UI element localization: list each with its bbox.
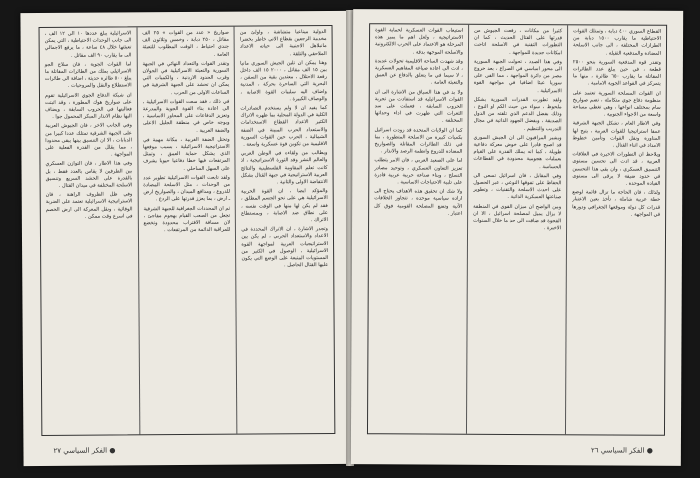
right-page (351, 9, 683, 466)
text-column (368, 24, 468, 434)
column-group (40, 26, 335, 435)
paragraph: استيعاب القوات العسكرية لحماية القوة الاستراتيجية ، ولعل اهم ما يميز هذه المرحلة هو الاعتماد على الحرب الالكترونية والاسلحة الموجهة بدقة . (374, 27, 464, 56)
paragraph: ويطالب من ولقاءه في الوطن العربي والعالم النشر وقد الثورة الاستراتيجية ، اذ كانت تعلم المقاومة الفلسطينية والنتائج العربية الاستراتيجية في جبهة القتال بشكل الانتفاضة الاولى والثانية . (240, 150, 328, 186)
paragraph: وفي ظل الظروف الراهنة ، فان الاستراتيجية الاسرائيلية تعتمد على الضربة الوقائية ، ونقل المعركة الى ارض الخصم في اسرع وقت ممكن . (45, 191, 133, 220)
paragraph: صواريخ « عدد من القوات » ٢٥ الف مقاتل ، ٢٥٠ دبابة ، وخمس وثلاثون الف جندي احتياط ، الوقت المطلوب للتعبئة العامة . (142, 29, 230, 58)
paragraph: وفي المقابل ، فان اسرائيل تسعى الى الحفاظ على تفوقها النوعي ، عبر الحصول على احدث الاسلحة والتقنيات ، وتطوير صناعتها العسكرية الذاتية . (473, 172, 562, 201)
text-frame (39, 25, 336, 436)
paragraph: وتجدر الاشارة ، ان الاتراك المحددة في الاعداد والاستعداد الحربي ، لم يكن بين الاستراتيجيات العربية لمواجهة القوة الاسرائيلية ، الوصول في الكثير من المستويات المتبعة على الوضع التي يكون عليها القتال الحاصل . (241, 226, 329, 269)
paragraph: وفي الاطار العام ، تشكل الجبهة الشرقية عمقا استراتيجيا للقوات العربية ، يتيح لها المناورة ونقل القوات وتأمين خطوط الامداد في اثناء القتال . (572, 120, 661, 149)
paragraph: القطاع السوري ٤٠٠ دبابة ، وتمتلك القوات الاحتياطية ما يقارب ١٥٠٠ دبابة من الطرازات المختلفة ، الى جانب الاسلحة المضادة والمدفعية الثقيلة . (572, 28, 662, 57)
text-column (565, 25, 666, 435)
paragraph: وفي هذا الصدد ، تحولت الجبهة السورية الى محور اساسي في الصراع ، بعد خروج مصر من دائرة المواجهة ، مما القى على سوريا عبئا اضافيا في مواجهة القوة الاسرائيلية . (473, 58, 562, 94)
paragraph: كما يفيد ان لا ولم يستخدم التصادرات الكلية في الدولة المحلية بما ظهره الاتراك الكثير الاعداد القطاع الاستخدامات والاستعداد الحرب المبينة في الضفة الشمالية ، الحرب حين القوات السورية الاقليمية من تكوين قوة عسكرية واسعة . (240, 105, 328, 148)
paragraph: وتقدر القوات والتعداد النهائي في الجبهة السورية والتعبئة الاسرائيلية في الجولان وقرب الحدود الاردنية ، والكميات التي يمكن ان تحشد على الجبهة الشرقية في الساعات الاولى من الحرب . (142, 60, 230, 96)
paragraph: وفي الجانب الاخر ، فان الجيوش العربية على الجبهة الشرقية تمتلك عددا كبيرا من الدبابات ، الا ان التنسيق بينها يبقى محدودا ، مما يقلل من القدرة الفعلية على المواجهة . (45, 122, 133, 158)
text-column (466, 25, 567, 435)
paragraph: ولذلك ، فان الحاجة ما تزال قائمة لوضع خطة عربية شاملة ، تأخذ بعين الاعتبار قدرات كل دولة وموقعها الجغرافي ودورها في المواجهة . (572, 189, 661, 218)
paragraph: والمؤكد ايضا ، ان القوة الحربية الاسرائيلية هي على نحو الجسم المطلق ، فقد لم يكن لها منها في الوقت نفسه ، على نطاق ضد الاصابة ، وبمستطاع الاتراك . (240, 188, 328, 224)
text-column (40, 27, 140, 435)
paragraph: ويشير المراقبون الى ان الجيش السوري قد اصبح قادرا على خوض معركة دفاعية طويلة ، كما انه يملك القدرة على القيام بعمليات هجومية محدودة في القطاعات الحساسة . (473, 134, 562, 170)
paragraph: اما القوات الجوية ، فان سلاح الجو الاسرائيلي يملك من الطائرات المقاتلة ما يبلغ ٥٠٠ طائرة حديثة ، اضافة الى طائرات الاستطلاع والنقل والمروحيات . (44, 61, 132, 90)
left-page (20, 11, 349, 466)
paragraph: الدولية ميناعبا متشاشة ، واولئ من مخدمة الرجعين بقطاع الاتي خاطر بخضرا مانبلاهل الاجنبية الى حياته الاعداد الملاحقي والتلقة . (239, 29, 327, 57)
text-frame (367, 23, 667, 436)
paragraph: ولقد تطورت القدرات السورية بشكل ملحوظ ، سواء من حيث الكم او النوع ، وذلك بفضل الدعم الذي تلقته من الدول الصديقة ، وبفضل الجهود الذاتية في مجال التدريب والتنظيم . (473, 96, 562, 132)
paragraph: وتحتل الضفة الغربية ، مكانة مهمة في الاستراتيجية الاسرائيلية ، بسبب موقعها الذي يشكل حماية العمق ، وتمثل المرتفعات فيها خطا دفاعيا حيويا يشرف على السهل الساحلي . (142, 136, 230, 172)
column-group (368, 24, 666, 435)
paragraph: ان شبكة الدفاع الجوي الاسرائيلية تقوم على صواريخ هوك المطورة ، وقد اثبتت فعاليتها في الحروب السابقة ، ويضاف اليها نظام الانذار المبكر المحمول جوا . (44, 91, 132, 121)
paragraph: ولا بد في هذا السياق من الاشارة الى ان القوات الاسرائيلية قد استفادت من تجربة الحروب السابقة ، فعملت على سد الثغرات التي ظهرت في اداء وحداتها المختلفة . (374, 88, 463, 125)
text-column (234, 26, 335, 434)
paragraph: اما على الصعيد العربي ، فان الامر يتطلب تعزيز التعاون العسكري ، وتوحيد مصادر التسلح ، وبناء صناعة حربية عربية قادرة على تلبية الاحتياجات الاساسية . (374, 157, 463, 186)
page-footer: ● الفكر السياسي ٢٧ (53, 446, 116, 455)
paragraph: ولا شك ان تحقيق هذه الاهداف يحتاج الى ارادة سياسية موحدة ، تتجاوز الخلافات الآنية وتضع المصلحة القومية فوق كل اعتبار . (374, 188, 463, 217)
paragraph: وقد شهدت الساحة الاقليمية تحولات عديدة ، ادت الى اعادة صياغة المفاهيم العسكرية ، لا سيما في ما يتعلق بالدفاع عن العمق والتعبئة العامة . (374, 58, 463, 87)
paragraph: كثيرا من مكانات ، رفعت الجيوش من قدرتها على القتال الحديث ، كما ان التطورات التقنية في الاسلحة اتاحت امكانات جديدة للمواجهة . (473, 27, 563, 56)
paragraph: ومن الواضح ان ميزان القوى في المنطقة لا يزال يميل لمصلحة اسرائيل ، الا ان الفجوة قد ضاقت الى حد ما خلال السنوات الاخيرة . (473, 203, 562, 232)
paragraph: وهنا يمكن ان تلين الجيش السوري مانيا بين ١٥ الف مقاتل ، ٢٠٠٠ ١٥ الف داخل رقعة الاحتلال ، معتدين بقية من السفن ، البحرية التي الساحرة بحركة ، المدنية واضاف اليه سلبيات القوة الاصابة ، والوصاف الكبيرة . (240, 59, 328, 103)
paragraph: ويلاحظ ان التطورات الاخيرة في العلاقات العربية ، قد ادت الى تحسين مستوى التنسيق العسكري ، وان بقي هذا التحسين في حدود ضيقة لا يرقى الى مستوى القيادة الموحدة . (572, 151, 661, 187)
paragraph: وفي هذا الاطار ، فان التوازن العسكري بين الطرفين لا يقاس بالعدد فقط ، بل بالقدرة على الحشد السريع وتنسيق الاسلحة المختلفة في ميدان القتال . (45, 160, 133, 189)
text-column (136, 27, 237, 435)
paragraph: الاسرائيلية يبلغ عددها ١٠ الى ١٢ الف ، الى جانب الوحدات الاحتياطية ، التي يمكن تعبئتها خلال ٤٨ ساعة ، ما يرفع الاجمالي الى ما يقارب ٩٠ الف مقاتل . (44, 30, 132, 59)
page-footer: ● الفكر السياسي ٢٦ (590, 446, 653, 455)
paragraph: ولقد تابعت القوات الاسرائيلية تطوير عدد من الوحدات ، مثل الاسلحة المضادة للدروع ، ومدافع الميدان ، والصواريخ ارض ـ ارض ، بما يعزز قدرتها على الردع . (143, 174, 231, 203)
paragraph: ان القوات المسلحة السورية تعتمد على منظومة دفاع جوي متكاملة ، تضم صواريخ سام بمختلف انواعها ، وهي تغطي مساحة واسعة من الاجواء الجنوبية . (572, 89, 661, 118)
paragraph: في ذلك ، فقد سعت القوات الاسرائيلية ، الى اعادة بناء القوة الجوية والمدرعة وتعزيز الدفاعات على المحاور الاساسية ، وبوجه خاص في منطقة الجليل الاعلى والضفة الغربية . (142, 98, 230, 134)
paragraph: ثم ان المحددات الجغرافية للجبهة الشرقية تجعل من الصعب القيام بهجوم مفاجئ ، لان مسافة الاقتراب محدودة وتخضع للمراقبة الدائمة من المرتفعات . (143, 205, 231, 234)
paragraph: وتقدر قوة المدفعية السورية بنحو ٢٥٠٠ قطعة ، في حين يبلغ عدد الطائرات المقاتلة ما يقارب ٦٥٠ طائرة ، منها ما يتمركز في القواعد الجوية الامامية . (572, 59, 661, 88)
paragraph: كما ان الولايات المتحدة قد زودت اسرائيل بكميات كبيرة من الاسلحة المتطورة ، بما في ذلك الطائرات المقاتلة والصواريخ المضادة للدروع وانظمة الرصد والانذار . (374, 126, 463, 155)
